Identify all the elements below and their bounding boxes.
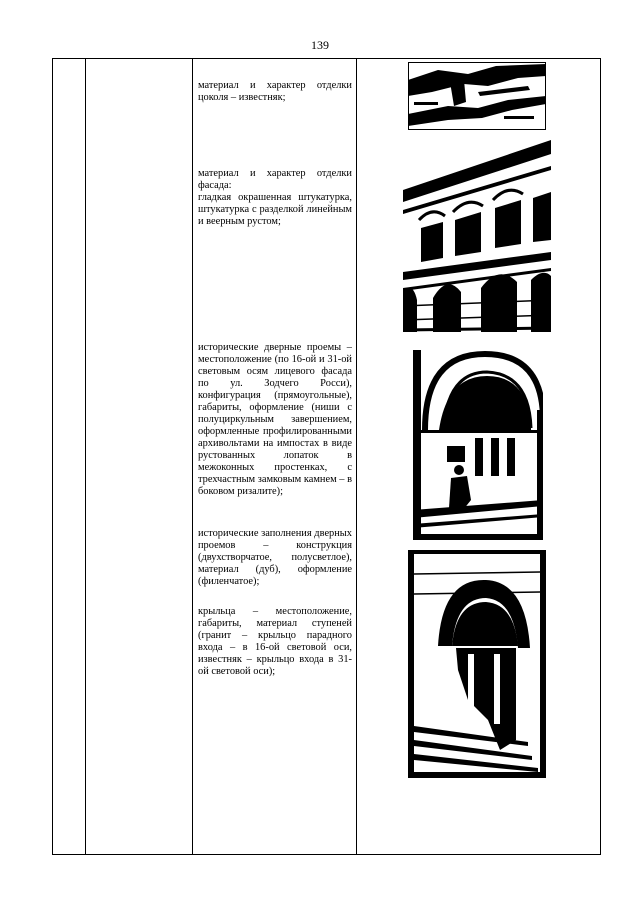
page-number: 139 [311, 38, 329, 52]
plinth-limestone-photo [408, 62, 546, 130]
entry-doorways [198, 342, 352, 498]
entry-door-fillings-text: исторические заполнения дверных проемов – конструкция (двухстворчатое, полусветлое), материал (дуб), оформление (филенчатое); [198, 528, 352, 587]
facade-rustication-photo [403, 140, 551, 332]
column-divider-3 [356, 59, 357, 854]
column-divider-1 [85, 59, 86, 854]
entry-porches [198, 606, 352, 678]
column-divider-2 [192, 59, 193, 854]
arched-doorway-photo [413, 350, 543, 540]
entry-facade [198, 168, 352, 228]
entry-porches-text: крыльца – местоположение, габариты, материал ступеней (гранит – крыльцо парадного входа – в 16-ой световой оси, известняк – крыльцо входа в 31-ой световой оси); [198, 606, 352, 677]
entry-doorways-text: исторические дверные проемы – местоположение (по 16-ой и 31-ой световым осям лицевого фасада по ул. Зодчего Росси), конфигурация (прямоугольные), габариты, оформление (ниши с полуциркульным завершением, оформленные профилированными архивольтами на импостах в виде рустованных лопаток в межоконных простенках, с трехчастным замковым камнем – в боковом ризалите); [198, 342, 352, 497]
entry-plinth-text: материал и характер отделки цоколя – известняк; [198, 80, 352, 103]
entry-plinth [198, 80, 352, 104]
entrance-porch-photo [408, 550, 546, 778]
entry-facade-text: материал и характер отделки фасада: гладкая окрашенная штукатурка, штукатурка с разделкой линейным и веерным рустом; [198, 168, 352, 227]
entry-door-fillings [198, 528, 352, 588]
